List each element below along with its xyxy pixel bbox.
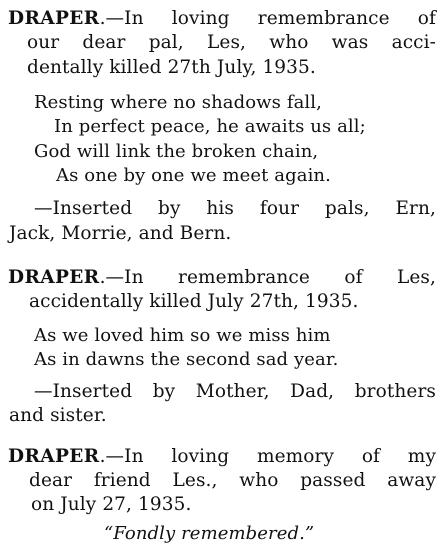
notice-2-dash: .— [99, 267, 125, 288]
notice-1-verse-1: Resting where no shadows fall, [34, 92, 322, 113]
notice-1-verse-2: In perfect peace, he awaits us all; [54, 116, 366, 137]
notice-2-verse-2: As in dawns the second sad year. [34, 349, 339, 370]
notice-2-inserted-1: —Inserted by Mother, Dad, brothers [34, 381, 436, 402]
notice-2-inserted-2: and sister. [9, 405, 107, 426]
notice-3-line-3: on July 27, 1935. [31, 494, 192, 515]
notice-1-line-2: our dear pal, Les, who was acci- [27, 32, 436, 53]
notice-2-surname: DRAPER [8, 267, 100, 288]
notice-1-line-3: dentally killed 27th July, 1935. [27, 57, 316, 78]
notice-2-heading [8, 267, 436, 289]
notice-1-inserted-1: —Inserted by his four pals, Ern, [34, 198, 436, 219]
notice-1-dash: .— [99, 8, 125, 29]
notice-1-surname: DRAPER [8, 8, 100, 29]
notice-3-surname: DRAPER [8, 446, 100, 467]
notice-1-verse-3: God will link the broken chain, [34, 141, 319, 162]
notice-3-heading [8, 446, 436, 468]
notice-3-line-2: dear friend Les., who passed away [29, 470, 436, 491]
notice-1-line-1: In loving remembrance of [124, 8, 436, 29]
notice-1-heading [8, 8, 436, 30]
notice-3-dash: .— [99, 446, 125, 467]
notice-3-line-1: In loving memory of my [124, 446, 436, 467]
notice-1-inserted-2: Jack, Morrie, and Bern. [9, 223, 232, 244]
notice-1-verse-4: As one by one we meet again. [56, 165, 331, 186]
notice-2-line-1: In remembrance of Les, [124, 267, 436, 288]
notice-3-closing: “Fondly remembered.” [104, 523, 315, 544]
notice-2-line-2: accidentally killed July 27th, 1935. [29, 291, 359, 312]
notice-2-verse-1: As we loved him so we miss him [34, 325, 331, 346]
